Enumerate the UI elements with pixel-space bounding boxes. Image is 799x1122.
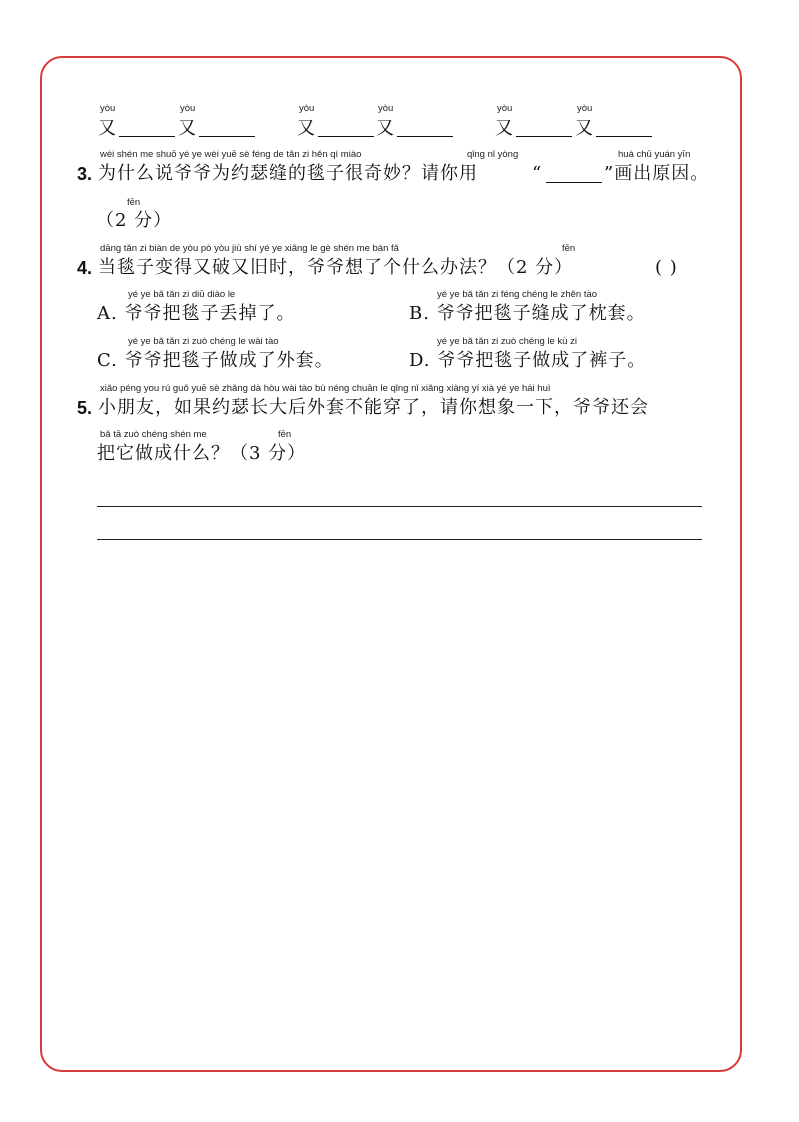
question-text-end: ”画出原因。 <box>604 163 710 184</box>
option-c[interactable]: C. 爷爷把毯子做成了外套。 <box>97 350 334 371</box>
question-pinyin: qǐng nǐ yòng <box>467 149 519 160</box>
open-quote: “ <box>532 163 543 184</box>
you-char: 又 <box>575 118 594 139</box>
pinyin-you: yòu <box>180 103 196 114</box>
question-text: 为什么说爷爷为约瑟缝的毯子很奇妙？请你用 <box>98 163 478 184</box>
you-char: 又 <box>178 118 197 139</box>
you-char: 又 <box>495 118 514 139</box>
you-char: 又 <box>98 118 117 139</box>
pinyin-you: yòu <box>497 103 513 114</box>
question-pinyin: huà chū yuán yīn <box>618 149 691 160</box>
answer-line[interactable] <box>97 506 702 507</box>
option-b[interactable]: B. 爷爷把毯子缝成了枕套。 <box>409 303 646 324</box>
option-pinyin: yé ye bǎ tǎn zi zuò chéng le wài tào <box>128 336 279 347</box>
answer-blank[interactable] <box>119 136 175 137</box>
pinyin-fen: fēn <box>278 429 292 440</box>
you-char: 又 <box>297 118 316 139</box>
answer-blank[interactable] <box>199 136 255 137</box>
question-pinyin: dāng tǎn zi biàn de yòu pò yòu jiù shí yé ye xiǎng le gè shén me bàn fǎ <box>100 243 399 254</box>
you-char: 又 <box>376 118 395 139</box>
option-pinyin: yé ye bǎ tǎn zi féng chéng le zhěn tào <box>437 289 598 300</box>
option-pinyin: yé ye bǎ tǎn zi diū diào le <box>128 289 236 300</box>
question-number: 4. <box>77 258 93 278</box>
pinyin-you: yòu <box>378 103 394 114</box>
question-pinyin: bǎ tā zuò chéng shén me <box>100 429 207 440</box>
question-text: 小朋友，如果约瑟长大后外套不能穿了，请你想象一下，爷爷还会 <box>98 397 649 418</box>
score: （2 分） <box>96 210 173 231</box>
pinyin-you: yòu <box>577 103 593 114</box>
question-text: 把它做成什么？（3 分） <box>97 443 307 464</box>
question-pinyin: wèi shén me shuō yé ye wèi yuē sè féng de tǎn zi hěn qí miào <box>100 149 362 160</box>
answer-bracket[interactable]: ( ) <box>655 257 678 278</box>
answer-blank[interactable] <box>546 182 602 183</box>
question-text: 当毯子变得又破又旧时，爷爷想了个什么办法？（2 分） <box>98 257 574 278</box>
option-d[interactable]: D. 爷爷把毯子做成了裤子。 <box>409 350 647 371</box>
option-a[interactable]: A. 爷爷把毯子丢掉了。 <box>97 303 296 324</box>
pinyin-you: yòu <box>100 103 116 114</box>
option-pinyin: yé ye bǎ tǎn zi zuò chéng le kù zi <box>437 336 577 347</box>
question-number: 3. <box>77 164 93 184</box>
question-pinyin: xiǎo péng you rú guǒ yuē sè zhǎng dà hòu wài tào bù néng chuān le qǐng nǐ xiǎng xiàng yí xià yé ye hái huì <box>100 383 551 394</box>
answer-blank[interactable] <box>397 136 453 137</box>
page-border <box>40 56 742 1072</box>
question-number: 5. <box>77 398 93 418</box>
answer-blank[interactable] <box>596 136 652 137</box>
answer-blank[interactable] <box>516 136 572 137</box>
answer-blank[interactable] <box>318 136 374 137</box>
pinyin-fen: fēn <box>562 243 576 254</box>
pinyin-you: yòu <box>299 103 315 114</box>
pinyin-fen: fēn <box>127 197 141 208</box>
answer-line[interactable] <box>97 539 702 540</box>
